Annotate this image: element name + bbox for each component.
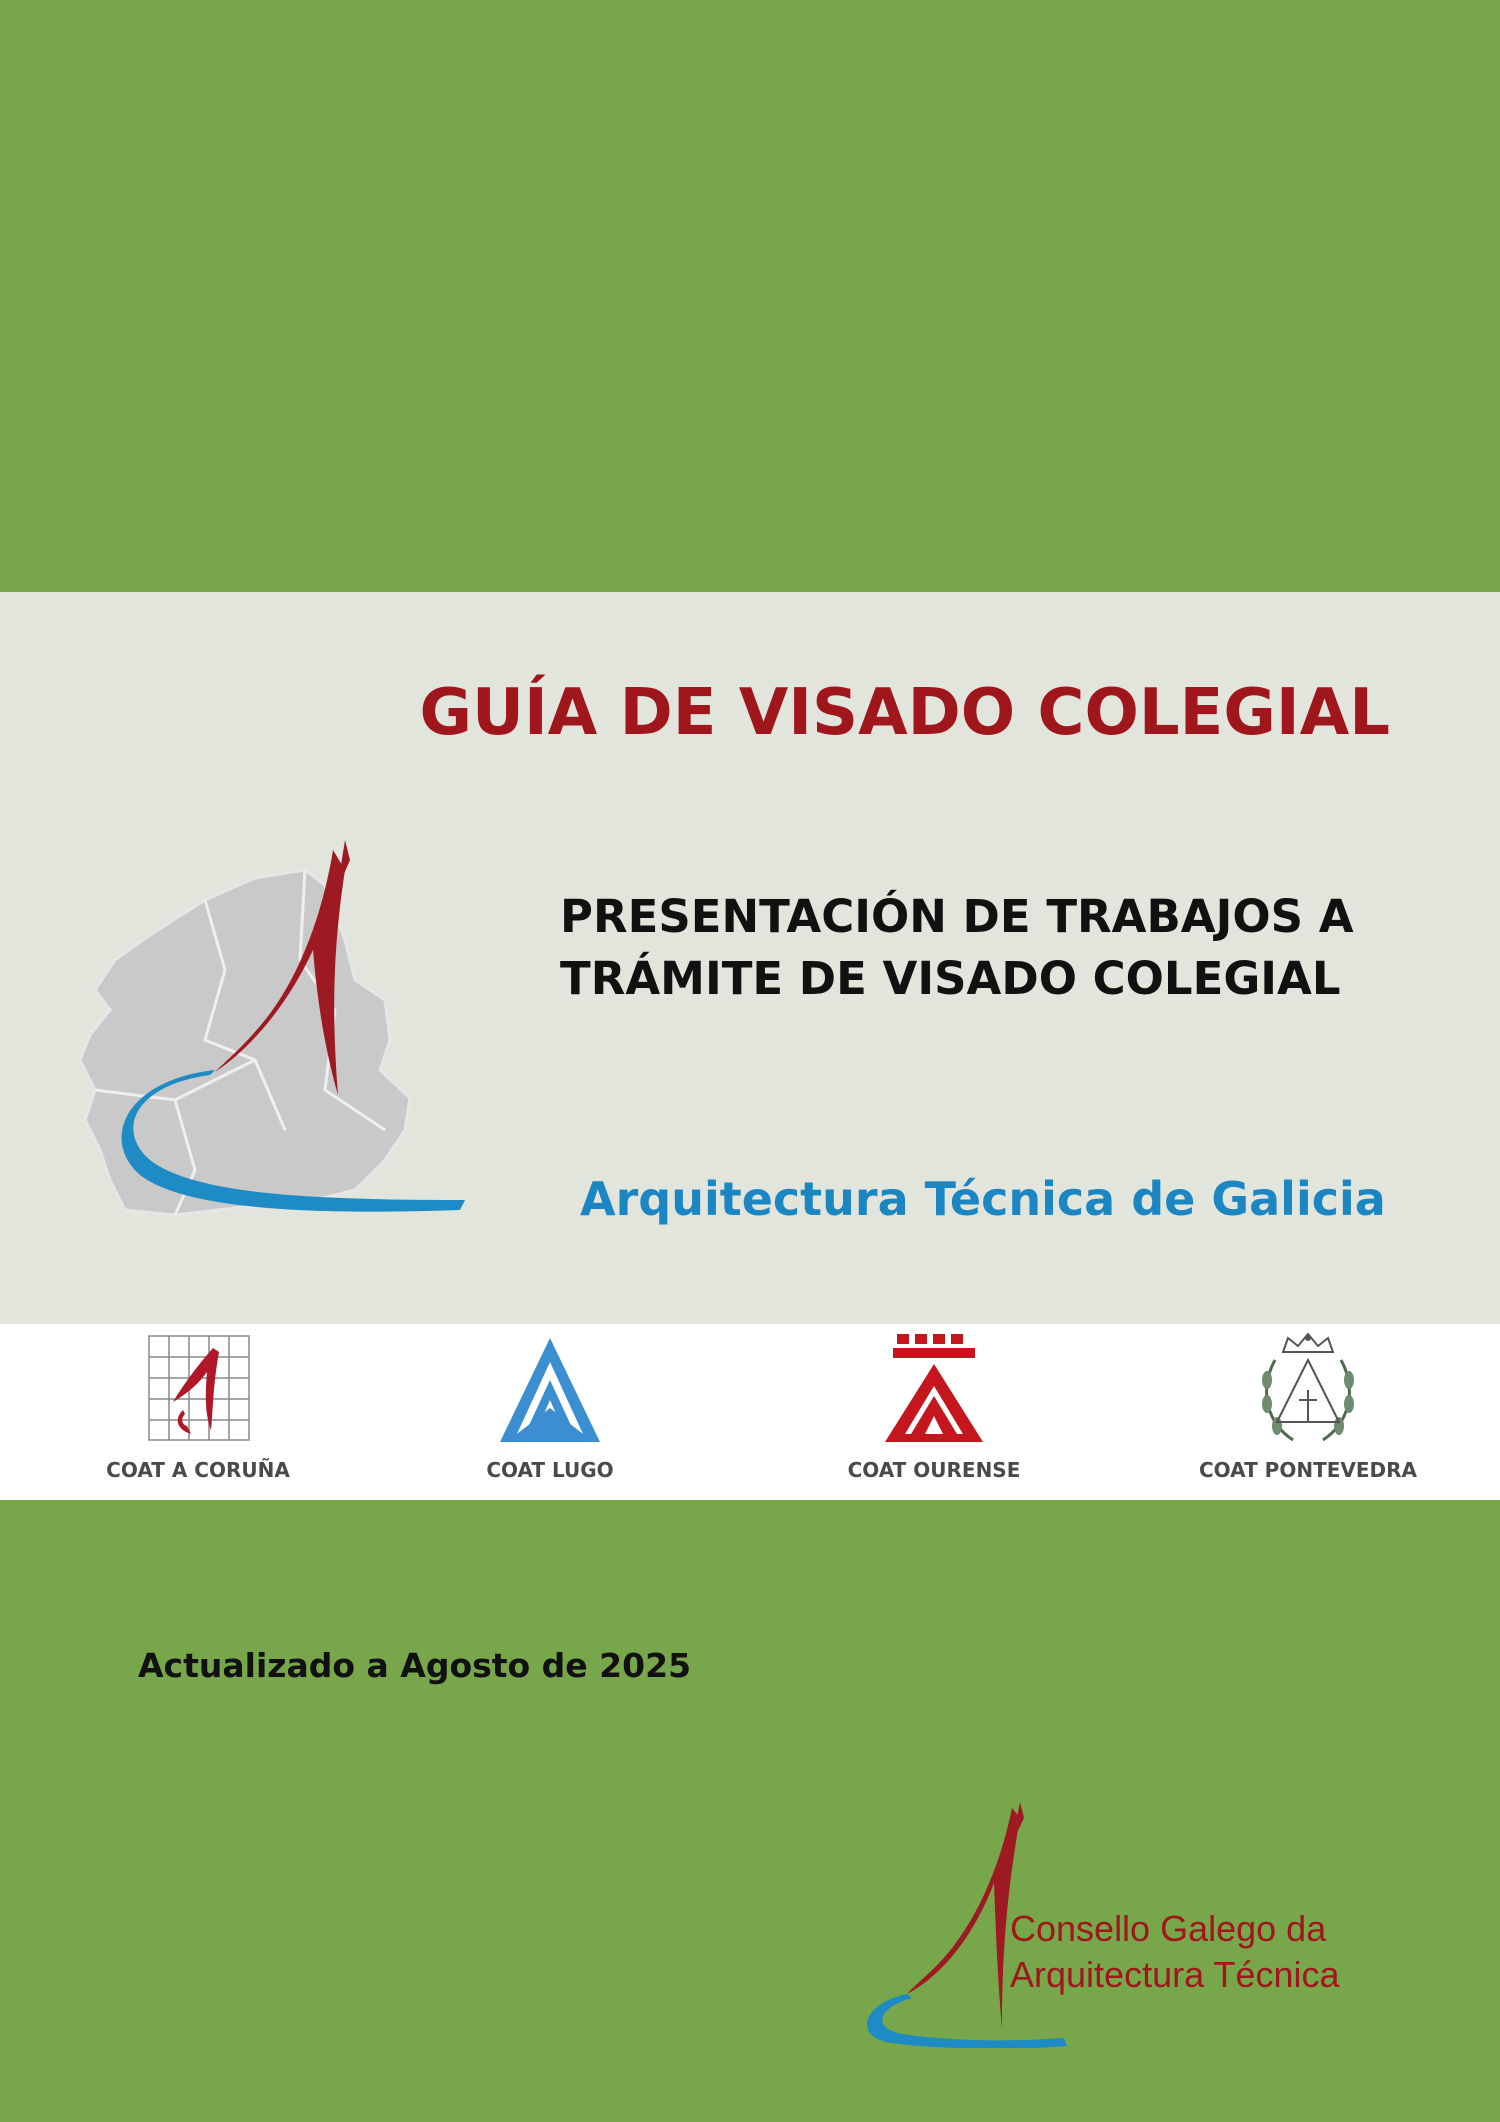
coat-pontevedra-label: COAT PONTEVEDRA <box>1199 1458 1417 1482</box>
coat-ourense-logo-icon <box>879 1330 989 1450</box>
updated-date: Actualizado a Agosto de 2025 <box>138 1646 692 1685</box>
document-subtitle <box>560 886 1354 1010</box>
coat-lugo-logo-icon <box>495 1330 605 1450</box>
subtitle-line-1: PRESENTACIÓN DE TRABAJOS A <box>560 890 1354 943</box>
college-coat-lugo <box>420 1330 680 1482</box>
galicia-map-logo-icon <box>55 830 485 1230</box>
college-coat-pontevedra <box>1178 1330 1438 1482</box>
subtitle-line-2: TRÁMITE DE VISADO COLEGIAL <box>560 952 1341 1005</box>
college-coat-ourense <box>804 1330 1064 1482</box>
coat-a-coruna-label: COAT A CORUÑA <box>106 1458 290 1482</box>
document-title: GUÍA DE VISADO COLEGIAL <box>419 676 1390 750</box>
publisher-name <box>1010 1906 1340 1998</box>
coat-lugo-label: COAT LUGO <box>486 1458 614 1482</box>
college-coat-a-coruna <box>68 1330 328 1482</box>
coat-pontevedra-logo-icon <box>1253 1330 1363 1450</box>
top-green-band <box>0 0 1500 592</box>
publisher-line-2: Arquitectura Técnica <box>1010 1954 1340 1995</box>
coat-ourense-label: COAT OURENSE <box>847 1458 1021 1482</box>
tagline: Arquitectura Técnica de Galicia <box>580 1172 1386 1226</box>
coat-a-coruna-logo-icon <box>143 1330 253 1450</box>
publisher-line-1: Consello Galego da <box>1010 1908 1327 1949</box>
bottom-green-band <box>0 1500 1500 2122</box>
